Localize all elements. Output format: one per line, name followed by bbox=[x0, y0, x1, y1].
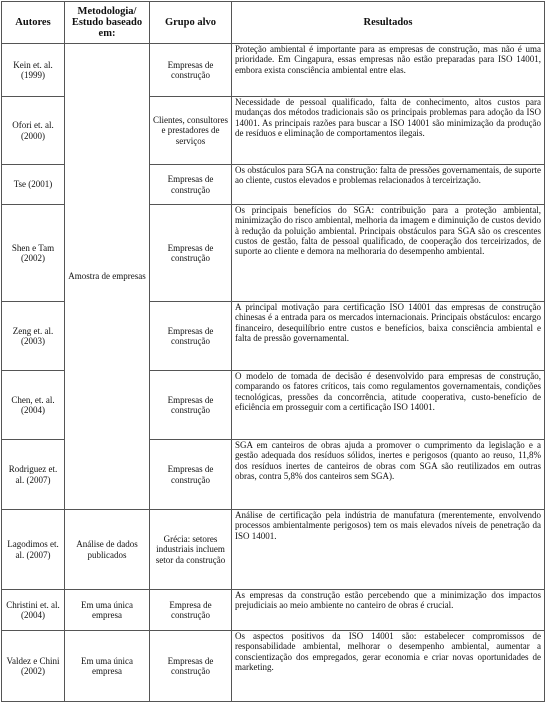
cell-autores: Kein et. al. (1999) bbox=[2, 44, 65, 97]
cell-grupo-alvo: Empresa de construção bbox=[150, 590, 232, 631]
cell-resultados: O modelo de tomada de decisão é desenvolvido para empresas de construção, comparando os fatores críticos, tais como regulamentos governamentais, condições tecnológicas, pressões da concorrência, atitude cooperativa, custo-benefício de eficiência em prosseguir com a certificação ISO 14001. bbox=[232, 371, 545, 440]
cell-autores: Tse (2001) bbox=[2, 165, 65, 205]
cell-metodologia: Em uma única empresa bbox=[65, 590, 150, 631]
table-row bbox=[2, 631, 545, 702]
cell-resultados: A principal motivação para certificação ISO 14001 das empresas de construção chinesas é a entrada para os mercados internacionais. Principais obstáculos: encargo financeiro, desequilíbrio entre custos e benefícios, baixa consciência ambiental e falta de pressão governamental. bbox=[232, 302, 545, 371]
table-row bbox=[2, 44, 545, 97]
cell-resultados: Proteção ambiental é importante para as empresas de construção, mas não é uma prioridade. Em Cingapura, essas empresas não estão preparadas para ISO 14001, embora exista consciência ambiental entre elas. bbox=[232, 44, 545, 97]
cell-grupo-alvo: Grécia: setores industriais incluem setor da construção bbox=[150, 510, 232, 590]
table-row bbox=[2, 590, 545, 631]
cell-autores: Christini et. al. (2004) bbox=[2, 590, 65, 631]
cell-grupo-alvo: Empresas de construção bbox=[150, 631, 232, 702]
cell-resultados: Os principais benefícios do SGA: contribuição para a proteção ambiental, minimização do risco ambiental, melhoria da imagem e diminuição de custos devido à redução da poluição ambiental. Principais obstáculos para SGA são os crescentes custos de gestão, falta de pessoal qualificado, de cooperação dos terceirizados, de suporte ao cliente e demora na melhoraria do desempenho ambiental. bbox=[232, 205, 545, 302]
cell-resultados: SGA em canteiros de obras ajuda a promover o cumprimento da legislação e a gestão adequada dos resíduos sólidos, inertes e perigosos (quanto ao reuso, 11,8% dos resíduos inertes de canteiros de obras com SGA são reutilizados em outras obras, contra 5,8% dos canteiros sem SGA). bbox=[232, 440, 545, 510]
cell-autores: Ofori et. al. (2000) bbox=[2, 97, 65, 165]
cell-grupo-alvo: Empresas de construção bbox=[150, 205, 232, 302]
cell-grupo-alvo: Empresas de construção bbox=[150, 165, 232, 205]
header-grupo-alvo: Grupo alvo bbox=[150, 2, 232, 44]
cell-autores: Shen e Tam (2002) bbox=[2, 205, 65, 302]
cell-resultados: Os aspectos positivos da ISO 14001 são: estabelecer compromissos de responsabilidade ambiental, melhorar o desempenho ambiental, aumentar a conscientização dos empregados, gerar economia e criar novas oportunidades de marketing. bbox=[232, 631, 545, 702]
cell-grupo-alvo: Clientes, consultores e prestadores de serviços bbox=[150, 97, 232, 165]
cell-grupo-alvo: Empresas de construção bbox=[150, 44, 232, 97]
literature-review-table bbox=[1, 1, 545, 702]
cell-autores: Rodriguez et. al. (2007) bbox=[2, 440, 65, 510]
header-resultados: Resultados bbox=[232, 2, 545, 44]
cell-grupo-alvo: Empresas de construção bbox=[150, 302, 232, 371]
cell-grupo-alvo: Empresas de construção bbox=[150, 371, 232, 440]
header-autores: Autores bbox=[2, 2, 65, 44]
cell-resultados: Análise de certificação pela indústria de manufatura (merentemente, envolvendo processos ambientalmente perigosos) tem os mais elevados níveis de penetração da ISO 14001. bbox=[232, 510, 545, 590]
cell-resultados: Necessidade de pessoal qualificado, falta de conhecimento, altos custos para mudanças dos métodos tradicionais são os principais problemas para adoção da ISO 14001. As principais razões para buscar a ISO 14001 são minimização da produção de resíduos e eliminação de comportamentos ilegais. bbox=[232, 97, 545, 165]
cell-autores: Valdez e Chini (2002) bbox=[2, 631, 65, 702]
cell-metodologia-amostra: Amostra de empresas bbox=[65, 44, 150, 510]
header-metodologia: Metodologia/ Estudo baseado em: bbox=[65, 2, 150, 44]
cell-resultados: Os obstáculos para SGA na construção: falta de pressões governamentais, de suporte ao cliente, custos elevados e problemas relacionados à terceirização. bbox=[232, 165, 545, 205]
table-header-row bbox=[2, 2, 545, 44]
cell-metodologia: Em uma única empresa bbox=[65, 631, 150, 702]
table-row bbox=[2, 510, 545, 590]
cell-grupo-alvo: Empresas de construção bbox=[150, 440, 232, 510]
cell-autores: Chen, et. al. (2004) bbox=[2, 371, 65, 440]
cell-metodologia: Análise de dados publicados bbox=[65, 510, 150, 590]
cell-autores: Zeng et. al. (2003) bbox=[2, 302, 65, 371]
cell-autores: Lagodimos et. al. (2007) bbox=[2, 510, 65, 590]
cell-resultados: As empresas da construção estão percebendo que a minimização dos impactos prejudiciais ao meio ambiente no canteiro de obras é crucial. bbox=[232, 590, 545, 631]
